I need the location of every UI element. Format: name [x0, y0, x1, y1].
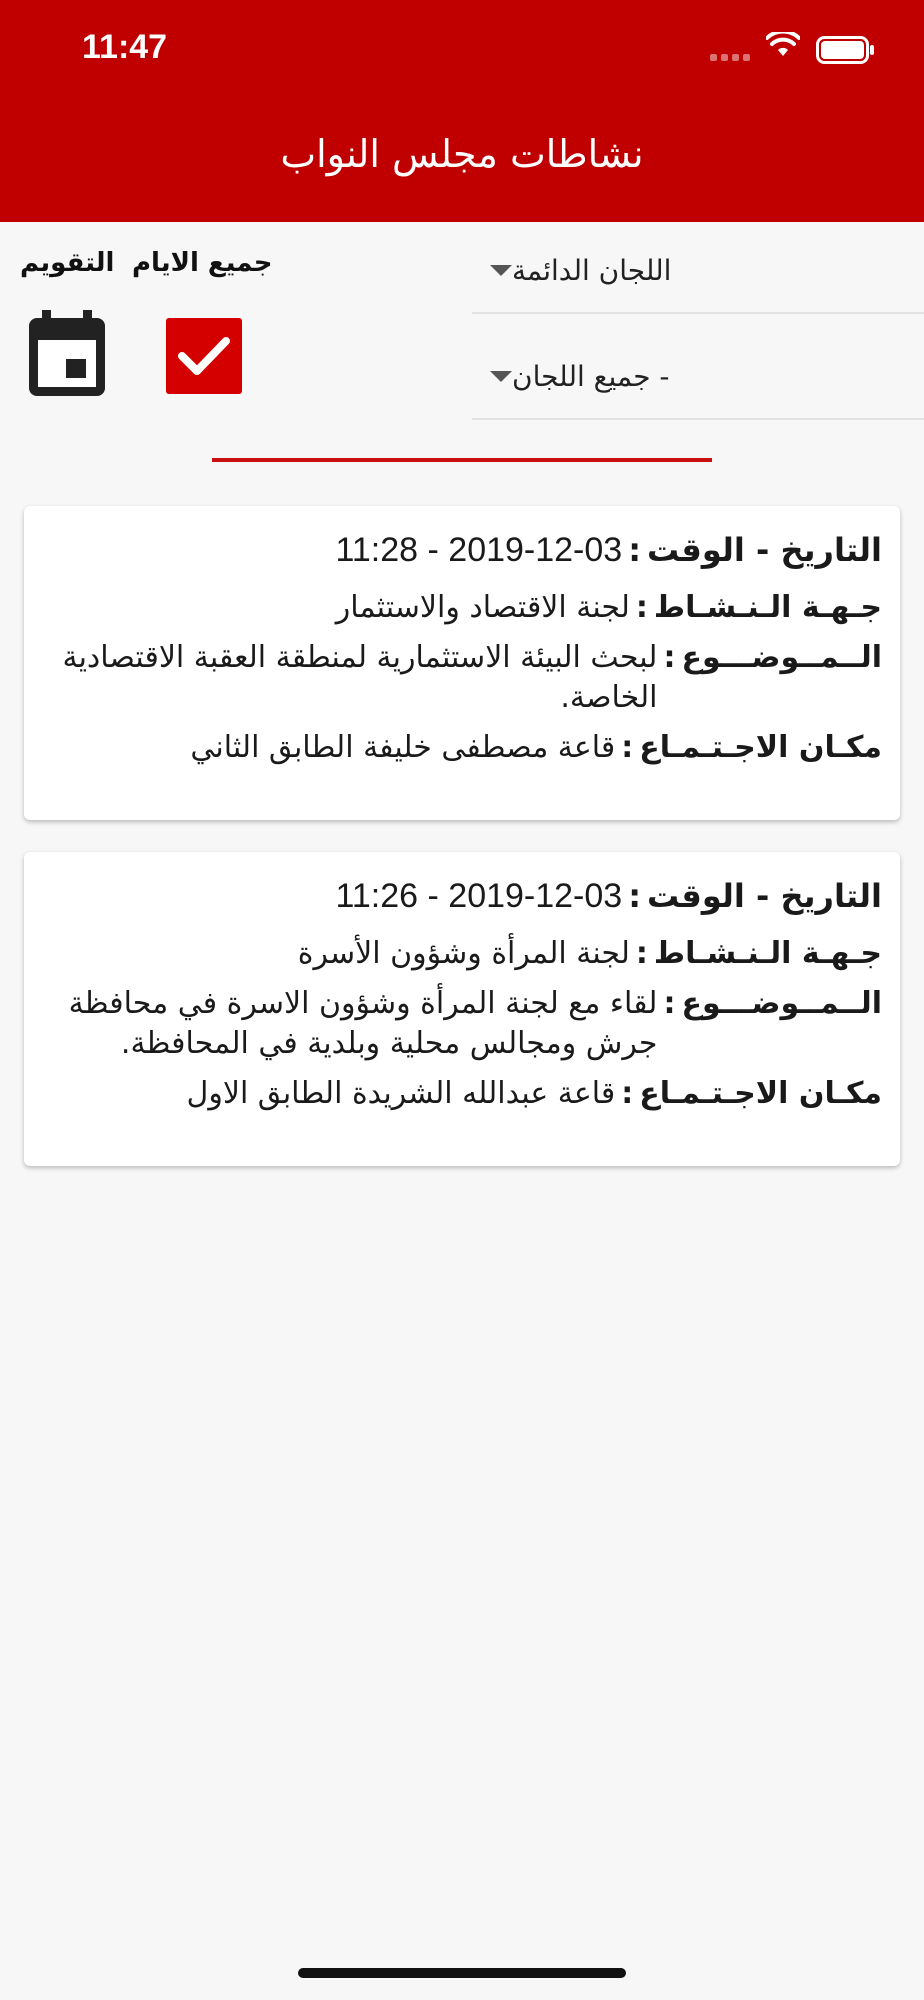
organizer-row: جـهـة الـنـشـاط : لجنة المرأة وشؤون الأسرة: [42, 934, 882, 974]
wifi-icon: [766, 32, 800, 58]
chevron-down-icon: [490, 371, 512, 382]
organizer-label: جـهـة الـنـشـاط: [653, 590, 882, 625]
calendar-label: التقويم: [20, 248, 115, 278]
checkmark-icon: [176, 334, 232, 378]
date-time-value: 2019-12-03 - 11:28: [335, 531, 623, 569]
venue-label: مكـان الاجـتـمـاع: [639, 1076, 882, 1111]
date-time-value: 2019-12-03 - 11:26: [335, 877, 623, 915]
venue-row: مكـان الاجـتـمـاع : قاعة عبدالله الشريدة الطابق الاول: [42, 1074, 882, 1114]
battery-icon: [816, 36, 876, 64]
committee-type-value: اللجان الدائمة: [512, 253, 672, 287]
all-days-checkbox[interactable]: [166, 318, 242, 394]
activity-card[interactable]: [24, 506, 900, 820]
organizer-label: جـهـة الـنـشـاط: [653, 936, 882, 971]
subject-row: الــمــوضـــوع : لبحث البيئة الاستثمارية لمنطقة العقبة الاقتصادية الخاصة.: [42, 638, 882, 718]
committee-value: - جميع اللجان: [512, 359, 670, 393]
committee-type-dropdown[interactable]: [472, 228, 924, 314]
venue-value: قاعة عبدالله الشريدة الطابق الاول: [186, 1076, 616, 1111]
organizer-value: لجنة الاقتصاد والاستثمار: [335, 590, 630, 625]
date-time-row: التاريخ - الوقت : 2019-12-03 - 11:28: [42, 526, 882, 574]
venue-row: مكـان الاجـتـمـاع : قاعة مصطفى خليفة الطابق الثاني: [42, 728, 882, 768]
subject-label: الــمــوضـــوع: [681, 640, 882, 675]
status-time: 11:47: [82, 28, 168, 66]
subject-value: لبحث البيئة الاستثمارية لمنطقة العقبة الاقتصادية الخاصة.: [62, 640, 658, 715]
subject-value: لقاء مع لجنة المرأة وشؤون الاسرة في محافظة جرش ومجالس محلية وبلدية في المحافظة.: [68, 986, 658, 1061]
date-time-row: التاريخ - الوقت : 2019-12-03 - 11:26: [42, 872, 882, 920]
all-days-label: جميع الايام: [132, 248, 273, 278]
page-title: نشاطات مجلس النواب: [280, 132, 644, 176]
committee-dropdown[interactable]: [472, 334, 924, 420]
calendar-icon[interactable]: [26, 310, 108, 398]
chevron-down-icon: [490, 265, 512, 276]
app-header: [0, 0, 924, 222]
cellular-signal-icon: [710, 54, 750, 61]
subject-label: الــمــوضـــوع: [681, 986, 882, 1021]
section-divider: [212, 458, 712, 462]
subject-row: الــمــوضـــوع : لقاء مع لجنة المرأة وشؤون الاسرة في محافظة جرش ومجالس محلية وبلدية في المحافظة.: [42, 984, 882, 1064]
home-indicator[interactable]: [298, 1968, 626, 1978]
date-time-label: التاريخ - الوقت: [647, 877, 882, 915]
organizer-value: لجنة المرأة وشؤون الأسرة: [297, 936, 630, 971]
date-time-label: التاريخ - الوقت: [647, 531, 882, 569]
venue-label: مكـان الاجـتـمـاع: [639, 730, 882, 765]
activity-card[interactable]: [24, 852, 900, 1166]
venue-value: قاعة مصطفى خليفة الطابق الثاني: [190, 730, 616, 765]
organizer-row: جـهـة الـنـشـاط : لجنة الاقتصاد والاستثمار: [42, 588, 882, 628]
